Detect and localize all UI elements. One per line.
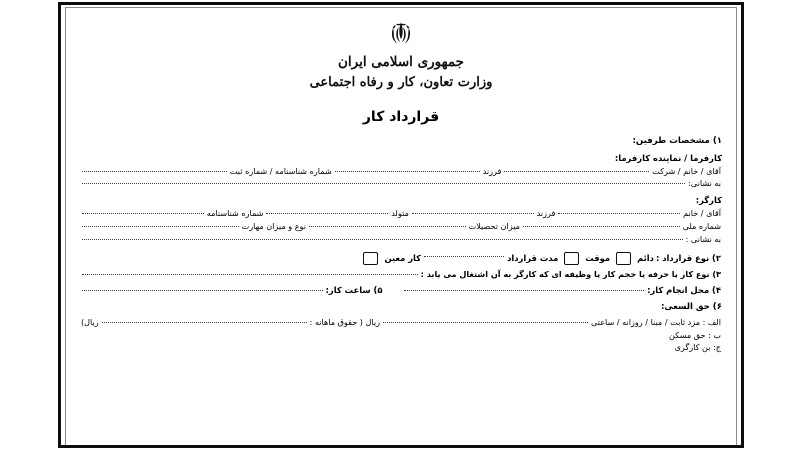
wage-item-b-row [80, 330, 722, 342]
contract-duration-label: مدت قرارداد [507, 252, 559, 263]
organization-name-line-2: وزارت تعاون، کار و رفاه اجتماعی [309, 74, 493, 90]
employer-address-label: به نشانی: [688, 178, 721, 189]
worker-education-label: میزان تحصیلات [468, 221, 520, 232]
employer-address-row [80, 178, 722, 190]
worker-subheading: کارگر: [695, 195, 722, 206]
worker-national-id-label: شماره ملی [682, 221, 721, 232]
contract-type-specific-checkbox[interactable] [363, 252, 378, 265]
worker-id-input[interactable] [82, 212, 204, 214]
section-2-row [80, 252, 722, 265]
worker-address-label: به نشانی : [685, 233, 721, 244]
document-page-inner-border [65, 7, 737, 445]
worker-birth-input[interactable] [266, 212, 388, 214]
wage-item-a-row [80, 317, 722, 329]
wage-base-input[interactable] [383, 321, 588, 323]
worker-id-label: شماره شناسنامه [206, 208, 264, 219]
section-2-heading: ۲) نوع قرارداد : [655, 252, 721, 263]
worker-name-input[interactable] [558, 212, 680, 214]
worker-address-input[interactable] [82, 238, 683, 240]
employer-id-input[interactable] [82, 170, 227, 172]
section-5-heading: ۵) ساعت کار: [325, 285, 383, 296]
document-body [80, 135, 722, 354]
employer-father-input[interactable] [335, 170, 480, 172]
worker-name-label: آقای / خانم [683, 208, 721, 219]
contract-type-specific-label: کار معین [384, 252, 422, 263]
employer-address-input[interactable] [82, 182, 685, 184]
section-3-input[interactable] [82, 273, 418, 275]
employer-id-label: شماره شناسنامه / شماره ثبت [229, 165, 332, 176]
section-6-heading: ۶) حق السعی: [660, 302, 722, 313]
worker-details-row [80, 221, 722, 233]
document-header [80, 20, 722, 93]
iran-emblem-icon [384, 20, 418, 48]
monthly-salary-unit-label: ریال) [80, 316, 99, 327]
employer-name-input[interactable] [504, 170, 649, 172]
worker-identity-row [80, 208, 722, 220]
worker-skill-label: نوع و میزان مهارت [241, 221, 306, 232]
employer-subheading: کارفرما / نماینده کارفرما: [614, 152, 722, 163]
wage-base-unit-label: ریال ( حقوق ماهانه : [309, 316, 381, 327]
worker-address-row [80, 234, 722, 246]
work-location-input[interactable] [404, 289, 645, 291]
contract-duration-input[interactable] [424, 255, 504, 257]
section-4-heading: ۴) محل انجام کار: [647, 285, 721, 296]
worker-skill-input[interactable] [82, 225, 239, 227]
wage-item-c-row [80, 342, 722, 354]
page-title: قرارداد کار [362, 109, 440, 126]
worker-father-label: فرزند [536, 208, 556, 219]
worker-birth-label: متولد [391, 208, 409, 219]
section-3-row [80, 269, 722, 281]
worker-father-input[interactable] [412, 212, 534, 214]
document-page [58, 2, 744, 448]
organization-name-line-1: جمهوری اسلامی ایران [337, 54, 465, 70]
monthly-salary-input[interactable] [102, 321, 307, 323]
employer-father-label: فرزند [482, 165, 502, 176]
worker-national-id-input[interactable] [523, 225, 680, 227]
wage-base-label: الف : مزد ثابت / مبنا / روزانه / ساعتی [591, 316, 721, 327]
contract-type-temporary-label: موقت [585, 252, 611, 263]
worker-voucher-label: ج: بن کارگری [674, 342, 721, 353]
employer-name-label: آقای / خانم / شرکت [652, 165, 721, 176]
work-hours-input[interactable] [82, 289, 323, 291]
contract-type-permanent-checkbox[interactable] [616, 252, 631, 265]
contract-type-temporary-checkbox[interactable] [564, 252, 579, 265]
employer-identity-row [80, 166, 722, 178]
worker-education-input[interactable] [309, 225, 466, 227]
contract-type-permanent-label: دائم [637, 252, 654, 263]
section-4-5-row [80, 284, 722, 296]
section-1-heading: ۱) مشخصات طرفین: [632, 136, 722, 147]
section-3-heading: ۳) نوع کار یا حرفه یا حجم کار یا وظیفه ای که کارگر به آن اشتغال می یابد : [420, 268, 721, 279]
housing-allowance-label: ب : حق مسکن [668, 329, 721, 340]
